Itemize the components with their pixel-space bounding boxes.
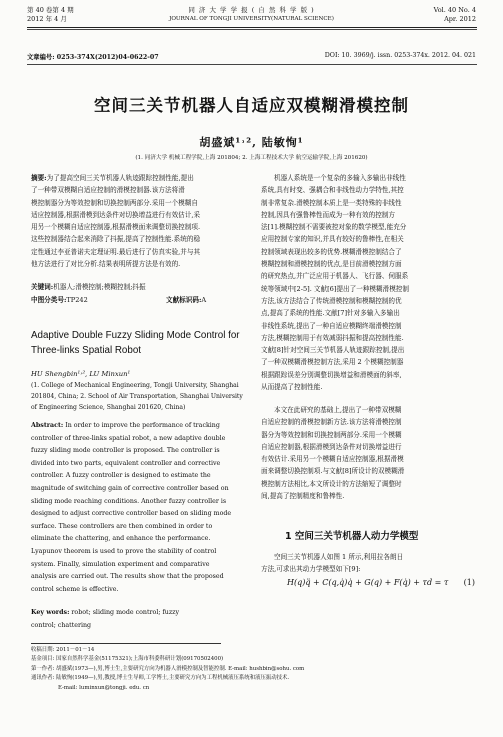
footnote-email: E-mail: luminxun@tongji. edu. cn <box>58 684 150 691</box>
meta-rule <box>27 64 477 65</box>
footnotes <box>31 646 476 693</box>
footnote-rule <box>31 643 221 644</box>
header-rule <box>27 27 477 28</box>
keywords-cn: 关键词:机器人;滑模控制;模糊控制;抖振 <box>31 283 146 291</box>
journal-name-cn: 同 济 大 学 学 报 ( 自 然 科 学 版 ) <box>188 6 315 14</box>
article-number: 文章编号: 0253-374X(2012)04-0622-07 <box>27 54 159 61</box>
footnote-first-author: 第一作者: 胡盛斌(1973—),男,博士生,主要研究方向为机器人滑模控制及智能控制. E-mail: hushbin@sohu. com <box>31 665 305 672</box>
doi: DOI: 10. 3969/j. issn. 0253-374x. 2012. 04. 021 <box>324 52 476 59</box>
header-date-en: Apr. 2012 <box>444 15 476 23</box>
english-title-1: Adaptive Double Fuzzy Sliding Mode Control for <box>31 330 240 341</box>
english-affiliation: (1. College of Mechanical Engineering, Tongji University, Shanghai 201804, China; 2. School of Air Transportation, Shanghai University of Engineering Science, Shanghai 201620, China) <box>31 382 243 411</box>
document-code: 文献标识码:A <box>166 296 207 304</box>
english-title-2: Three-links Spatial Robot <box>31 345 141 356</box>
paper-title: 空间三关节机器人自适应双模糊滑模控制 <box>94 96 409 115</box>
header-volume: 第 40 卷第 4 期 <box>27 6 74 14</box>
equation-1: H(q)q̈ + C(q,q̇)q̇ + G(q) + F(q̇) + τd = τ <box>287 578 449 587</box>
abstract-cn-label: 摘要: <box>31 174 47 182</box>
journal-name-en: JOURNAL OF TONGJI UNIVERSITY(NATURAL SCIENCE) <box>169 16 334 22</box>
equation-1-number: (1) <box>463 578 475 587</box>
footnote-corresponding: 通讯作者: 陆敏恂(1949—),男,教授,博士生导师,工学博士,主要研究方向为工程机械液压系统和液压振动技术. <box>31 675 290 682</box>
section-1-text: 空间三关节机器人如图 1 所示,利用拉各朗日 方法,可求出其动力学模型如下[9]: <box>261 553 404 574</box>
introduction-paragraph-1: 机器人系统是一个复杂的多输入多输出非线性 系统,具有时变、强耦合和非线性动力学特性,其控 制非常复杂.滑模控制本质上是一类特殊的非线性 控制,因具有强鲁棒性而成为一种有效的控制方 法[1].模糊控制不需要被控对象的数学模型,能充分 应用控制专家的知识,并具有较好的鲁棒性,在相关 控制领域表现出较多的优势.模糊滑模控制结合了 模糊控制和滑模控制的优点,是目前滑模控制方面 的研究热点,并广泛应用于机器人、飞行器、伺服系 统等领域中[2-5]. 文献[6]提出了一种模糊滑模控制 方法,该方法结合了传统滑模控制和模糊控制的优 点,提高了系统的性能.文献[7]针对多输入多输出 非线性系统,提出了一种自适应模糊终端滑模控制 方法,模糊控制用于有效减弱抖振和提高控制性能. 文献[8]针对空间三关节机器人轨迹跟踪控制,提出 了一种双模糊滑模控制方法,采用 2 个模糊控制器 根据跟踪误差分别调整切换增益和滑模面的斜率, 从而提高了控制性能. <box>261 174 409 392</box>
abstract-en-label: Abstract: <box>31 422 64 429</box>
footnote-received: 收稿日期: 2011－01－14 <box>31 647 95 653</box>
header-rule-thin <box>27 29 477 30</box>
abstract-en: Abstract: In order to improve the performance of tracking controller of three-links spatial robot, a new adaptive double fuzzy sliding mode controller is proposed. The controller is divided into two parts, equivalent controller and corrective controller. A fuzzy controller is designed to estimate the magnitude of switching gain of corrective controller based on sliding mode reaching conditions. Another fuzzy controller is designed to adjust corrective controller based on sliding mode surface. These controllers are then combined in order to eliminate the chattering, and enhance the performance. Lyapunov theorem is used to prove the stability of control system. Finally, simulation experiment and comparative analysis are carried out. The results show that the proposed control scheme is effective. <box>31 422 232 593</box>
footnote-funding: 基金项目: 国家自然科学基金(51175321);上海市科委科研计划(09170502400) <box>31 656 224 663</box>
introduction-paragraph-2: 本文在此研究的基础上,提出了一种带双模糊 自适应控制的滑模控制新方法.该方法将滑模控制 器分为等效控制和切换控制两部分.采用一个模糊 自适应控制器,根据滑模到达条件对切换增益进行 有效估计.采用另一个模糊自适应控制器,根据滑模 面来调整切换控制项.与文献[8]所设计的双模糊滑 模控制方法相比,本文所设计的方法缩短了调整时 间,提高了控制精度和鲁棒性. <box>261 406 405 501</box>
paper-affiliation: (1. 同济大学 机械工程学院,上海 201804; 2. 上海工程技术大学 航空运输学院,上海 201620) <box>135 155 368 161</box>
header-vol-en: Vol. 40 No. 4 <box>433 6 476 14</box>
section-1-heading: 1 空间三关节机器人动力学模型 <box>285 531 419 542</box>
english-authors: HU Shengbin¹˒², LU Minxun¹ <box>31 370 131 378</box>
header-date: 2012 年 4 月 <box>27 15 67 23</box>
clc-number: 中图分类号:TP242 <box>31 296 88 304</box>
abstract-cn: 摘要:为了提高空间三关节机器人轨迹跟踪控制性能,提出 了一种带双模糊自适应控制的滑模控制器.该方法将滑 模控制器分为等效控制和切换控制两部分.采用一个模糊自 适应控制器,根据滑模到达条件对切换增益进行有效估计,采 用另一个模糊自适应控制器,根据滑模面来调整切换控制项. 这些控制器结合起来消除了抖振,提高了控制性能.系统的稳 定性通过李亚普诺夫定理证明.最后进行了仿真实验,并与其 他方法进行了对比分析.结果表明所提方法是有效的. <box>31 174 201 269</box>
keywords-en: Key words: robot; sliding mode control; fuzzy control; chattering <box>31 609 180 629</box>
paper-authors: 胡盛斌¹˒², 陆敏恂¹ <box>199 136 304 149</box>
